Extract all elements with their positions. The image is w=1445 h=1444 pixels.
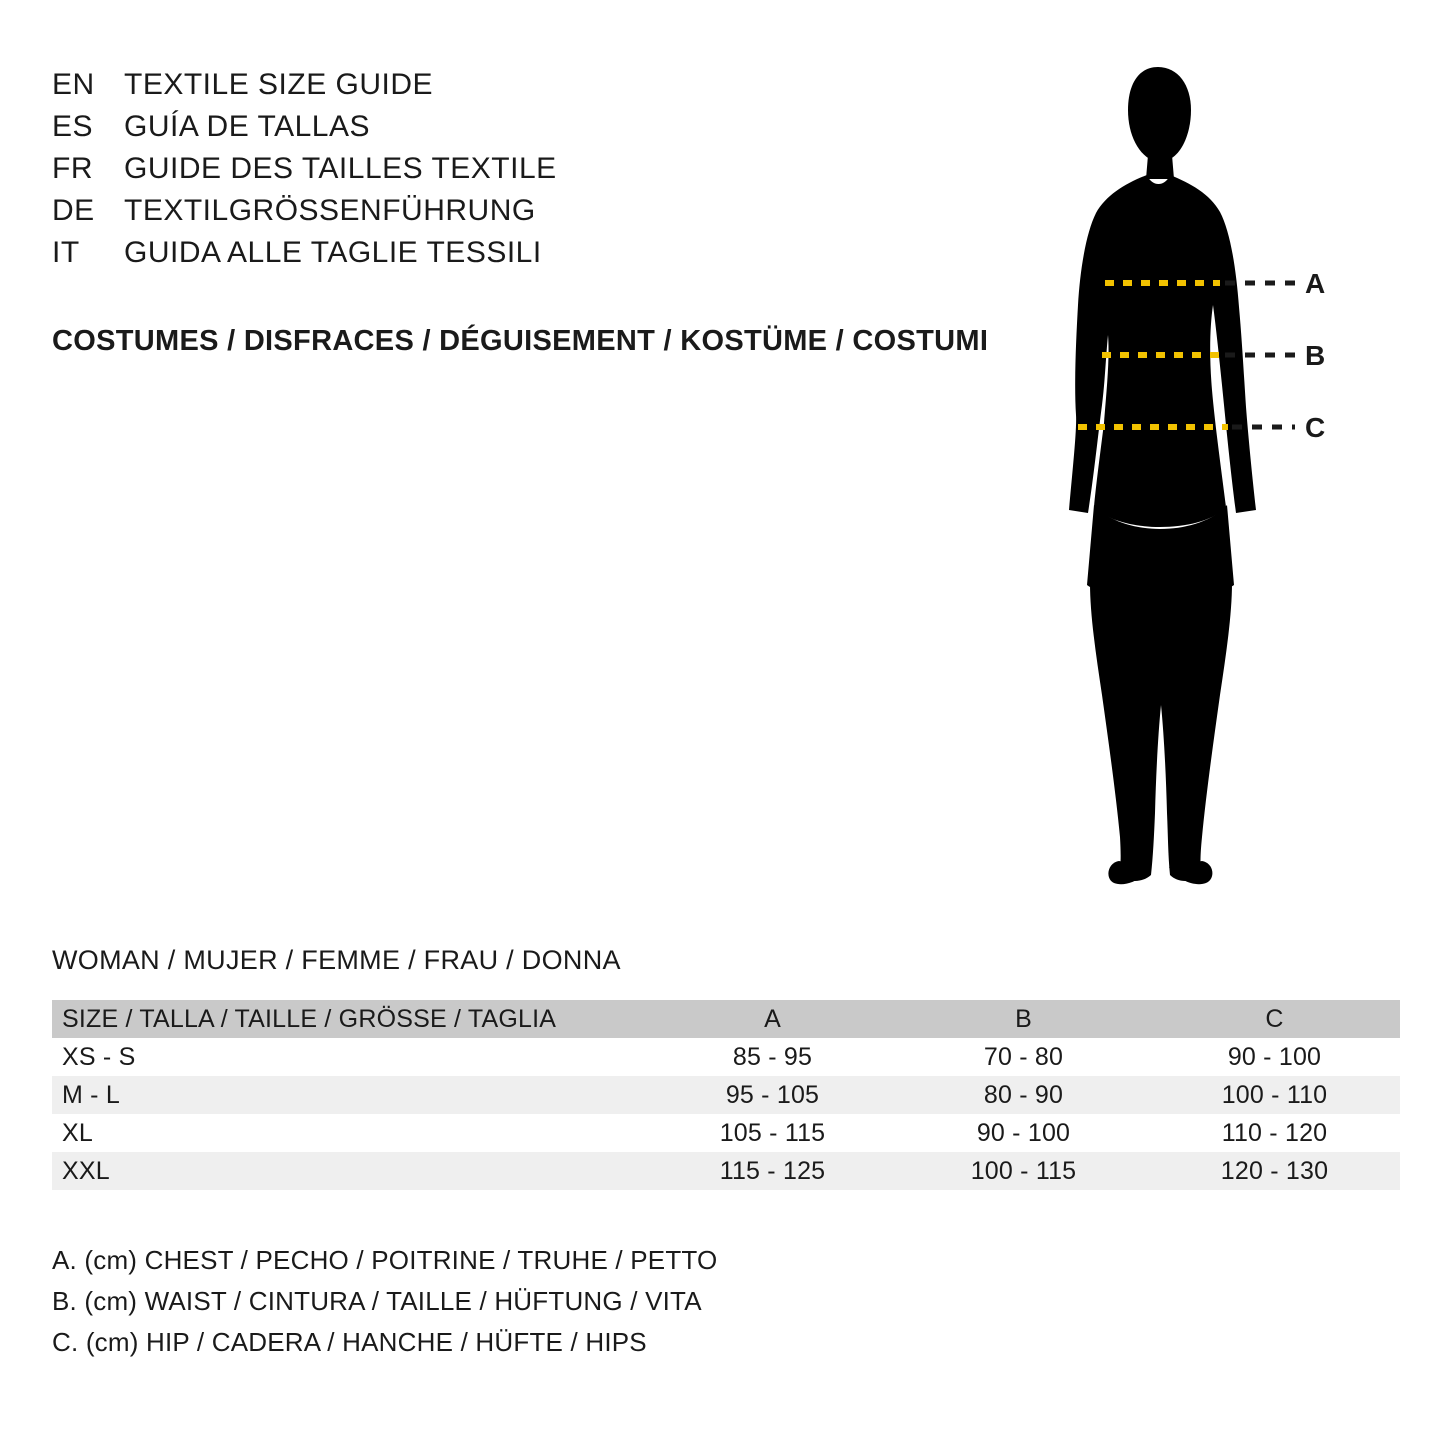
language-title: GUIDA ALLE TAGLIE TESSILI <box>124 236 542 269</box>
legend-item-a: A. (cm) CHEST / PECHO / POITRINE / TRUHE / PETTO <box>52 1245 718 1275</box>
cell-a: 85 - 95 <box>732 1042 813 1071</box>
cell-c: 110 - 120 <box>1221 1118 1328 1147</box>
language-row <box>52 236 1012 278</box>
woman-silhouette-icon <box>1010 55 1390 895</box>
language-code: IT <box>52 236 80 269</box>
cell-size: XS - S <box>62 1042 136 1071</box>
cell-a: 115 - 125 <box>719 1156 826 1185</box>
language-title: GUÍA DE TALLAS <box>124 110 370 143</box>
cell-b: 70 - 80 <box>983 1042 1064 1071</box>
cell-c: 100 - 110 <box>1221 1080 1328 1109</box>
category-heading: COSTUMES / DISFRACES / DÉGUISEMENT / KOSTÜME / COSTUMI <box>52 325 989 357</box>
language-row <box>52 152 1012 194</box>
table-header-size: SIZE / TALLA / TAILLE / GRÖSSE / TAGLIA <box>62 1004 557 1033</box>
language-title: GUIDE DES TAILLES TEXTILE <box>124 152 557 185</box>
legend-item-b: B. (cm) WAIST / CINTURA / TAILLE / HÜFTUNG / VITA <box>52 1286 702 1316</box>
size-table <box>52 1000 1400 1190</box>
table-row <box>52 1152 1400 1190</box>
table-header-b: B <box>1015 1004 1032 1033</box>
cell-c: 90 - 100 <box>1227 1042 1322 1071</box>
language-row <box>52 194 1012 236</box>
language-title-block <box>52 68 1012 278</box>
cell-size: XXL <box>62 1156 110 1185</box>
cell-size: M - L <box>62 1080 120 1109</box>
language-row <box>52 110 1012 152</box>
table-header-c: C <box>1265 1004 1284 1033</box>
cell-b: 80 - 90 <box>983 1080 1064 1109</box>
language-code: EN <box>52 68 95 101</box>
language-row <box>52 68 1012 110</box>
measurement-figure <box>1010 55 1390 895</box>
language-title: TEXTILGRÖSSENFÜHRUNG <box>124 194 536 227</box>
cell-a: 95 - 105 <box>725 1080 820 1109</box>
table-header-row <box>52 1000 1400 1038</box>
measure-label-b: B <box>1305 340 1326 371</box>
table-row <box>52 1076 1400 1114</box>
language-code: FR <box>52 152 93 185</box>
measure-label-a: A <box>1305 268 1326 299</box>
cell-c: 120 - 130 <box>1220 1156 1329 1185</box>
table-caption: WOMAN / MUJER / FEMME / FRAU / DONNA <box>52 945 621 975</box>
cell-b: 100 - 115 <box>970 1156 1077 1185</box>
cell-b: 90 - 100 <box>976 1118 1071 1147</box>
measurement-legend <box>52 1245 717 1368</box>
cell-a: 105 - 115 <box>719 1118 826 1147</box>
language-code: ES <box>52 110 94 143</box>
language-title: TEXTILE SIZE GUIDE <box>124 68 434 101</box>
cell-size: XL <box>62 1118 93 1147</box>
table-row <box>52 1114 1400 1152</box>
language-code: DE <box>52 194 95 227</box>
measure-label-c: C <box>1305 412 1326 443</box>
table-header-a: A <box>764 1004 781 1033</box>
table-row <box>52 1038 1400 1076</box>
legend-item-c: C. (cm) HIP / CADERA / HANCHE / HÜFTE / HIPS <box>52 1327 647 1357</box>
